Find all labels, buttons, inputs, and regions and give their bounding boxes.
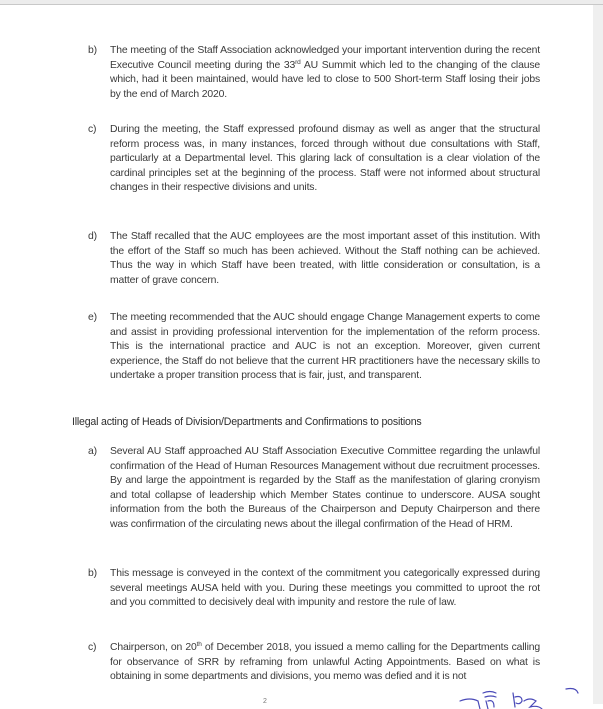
item-marker: a) [88, 446, 97, 457]
item-marker: c) [88, 124, 97, 135]
item-marker: b) [88, 45, 97, 56]
item-text: The Staff recalled that the AUC employees are the most important asset of this institution. With the effort of the Staff so much has been achieved. Without the Staff nothing can be achieved. Thus the way in which Staff have been treated, with little consideration or consultation, is a matter of grave concern. [110, 231, 540, 286]
handwritten-signature-icon [458, 687, 588, 709]
item-text: Several AU Staff approached AU Staff Association Executive Committee regarding the unlawful confirmation of the Head of Human Resources Management without due recruitment processes. By and large the appointment is regarded by the Staff as the manifestation of glaring cronyism and total collapse of leadership which Member States continue to underscore. AUSA sought information from the both the Bureaus of the Chairperson and Deputy Chairperson and there was confirmation of the circulating news about the illegal confirmation of the Head of HRM. [110, 446, 540, 530]
list-item-d [88, 230, 540, 288]
list-item-b2 [88, 567, 540, 611]
page-number: 2 [263, 698, 267, 705]
item-marker: e) [88, 312, 97, 323]
list-item-a [88, 445, 540, 533]
item-text: The meeting recommended that the AUC should engage Change Management experts to come and assist in providing professional intervention for the implementation of the reform process. This is the international practice and AUC is not an exception. Moreover, given current experience, the Staff do not believe that the current HR practitioners have the necessary skills to undertake a proper transition process that is fair, just, and transparent. [110, 312, 540, 382]
item-marker: c) [88, 642, 97, 653]
item-text: Chairperson, on 20th of December 2018, you issued a memo calling for the Departments calling for observance of SRR by reframing from unlawful Acting Appointments. Based on what is obtaining in some departments and divisions, you memo was defied and it is not [110, 641, 540, 683]
item-text: This message is conveyed in the context of the commitment you categorically expressed during several meetings AUSA held with you. During these meetings you committed to uproot the rot and you committed to decisively deal with impunity and restore the rule of law. [110, 568, 540, 609]
list-item-b [88, 44, 540, 102]
list-item-c2 [88, 641, 540, 685]
item-marker: d) [88, 231, 97, 242]
item-marker: b) [88, 568, 97, 579]
item-text: During the meeting, the Staff expressed profound dismay as well as anger that the structural reform process was, in many instances, forced through without due consultations with Staff, particularly at a Departmental level. This glaring lack of consultation is a clear violation of the cardinal principles set at the beginning of the process. Staff were not informed about structural changes in their respective divisions and units. [110, 124, 540, 194]
list-item-c [88, 123, 540, 196]
list-item-e [88, 311, 540, 384]
item-text: The meeting of the Staff Association acknowledged your important intervention during the recent Executive Council meeting during the 33rd AU Summit which led to the changing of the clause which, had it been maintained, would have led to close to 500 Short-term Staff losing their jobs by the end of March 2020. [110, 45, 541, 100]
viewer-scrollbar-track[interactable] [593, 5, 603, 704]
document-page [0, 5, 593, 704]
section-heading: Illegal acting of Heads of Division/Departments and Confirmations to positions [72, 416, 422, 428]
